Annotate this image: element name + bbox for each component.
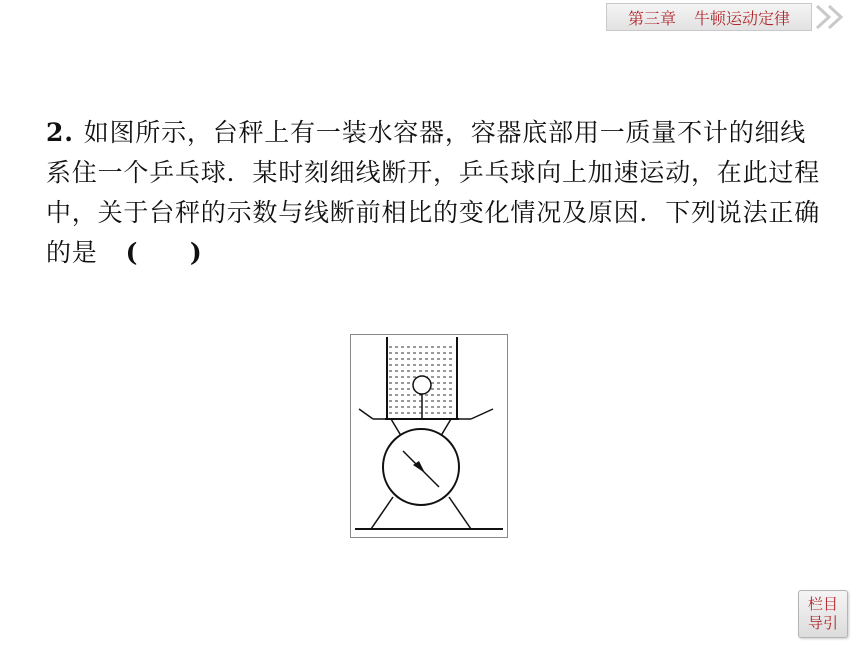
nav-label-line1: 栏目 xyxy=(807,595,838,613)
chevron-right-icon xyxy=(811,3,855,31)
chapter-breadcrumb xyxy=(606,3,812,31)
chapter-topic: 牛顿运动定律 xyxy=(694,8,791,28)
question-block xyxy=(46,113,826,273)
scale-figure xyxy=(350,334,508,538)
scale-diagram xyxy=(351,335,507,537)
chapter-label: 第三章 xyxy=(627,8,676,28)
question-text: 如图所示，台秤上有一装水容器，容器底部用一质量不计的细线系住一个乒乓球．某时刻细线断开，乒乓球向上加速运动，在此过程中，关于台秤的示数与线断前相比的变化情况及原因．下列说法正确的是 xyxy=(46,118,821,267)
question-number: 2. xyxy=(46,118,74,147)
section-nav-button[interactable] xyxy=(798,590,848,638)
answer-bracket: ( ) xyxy=(125,238,203,267)
nav-label-line2: 导引 xyxy=(807,614,838,632)
